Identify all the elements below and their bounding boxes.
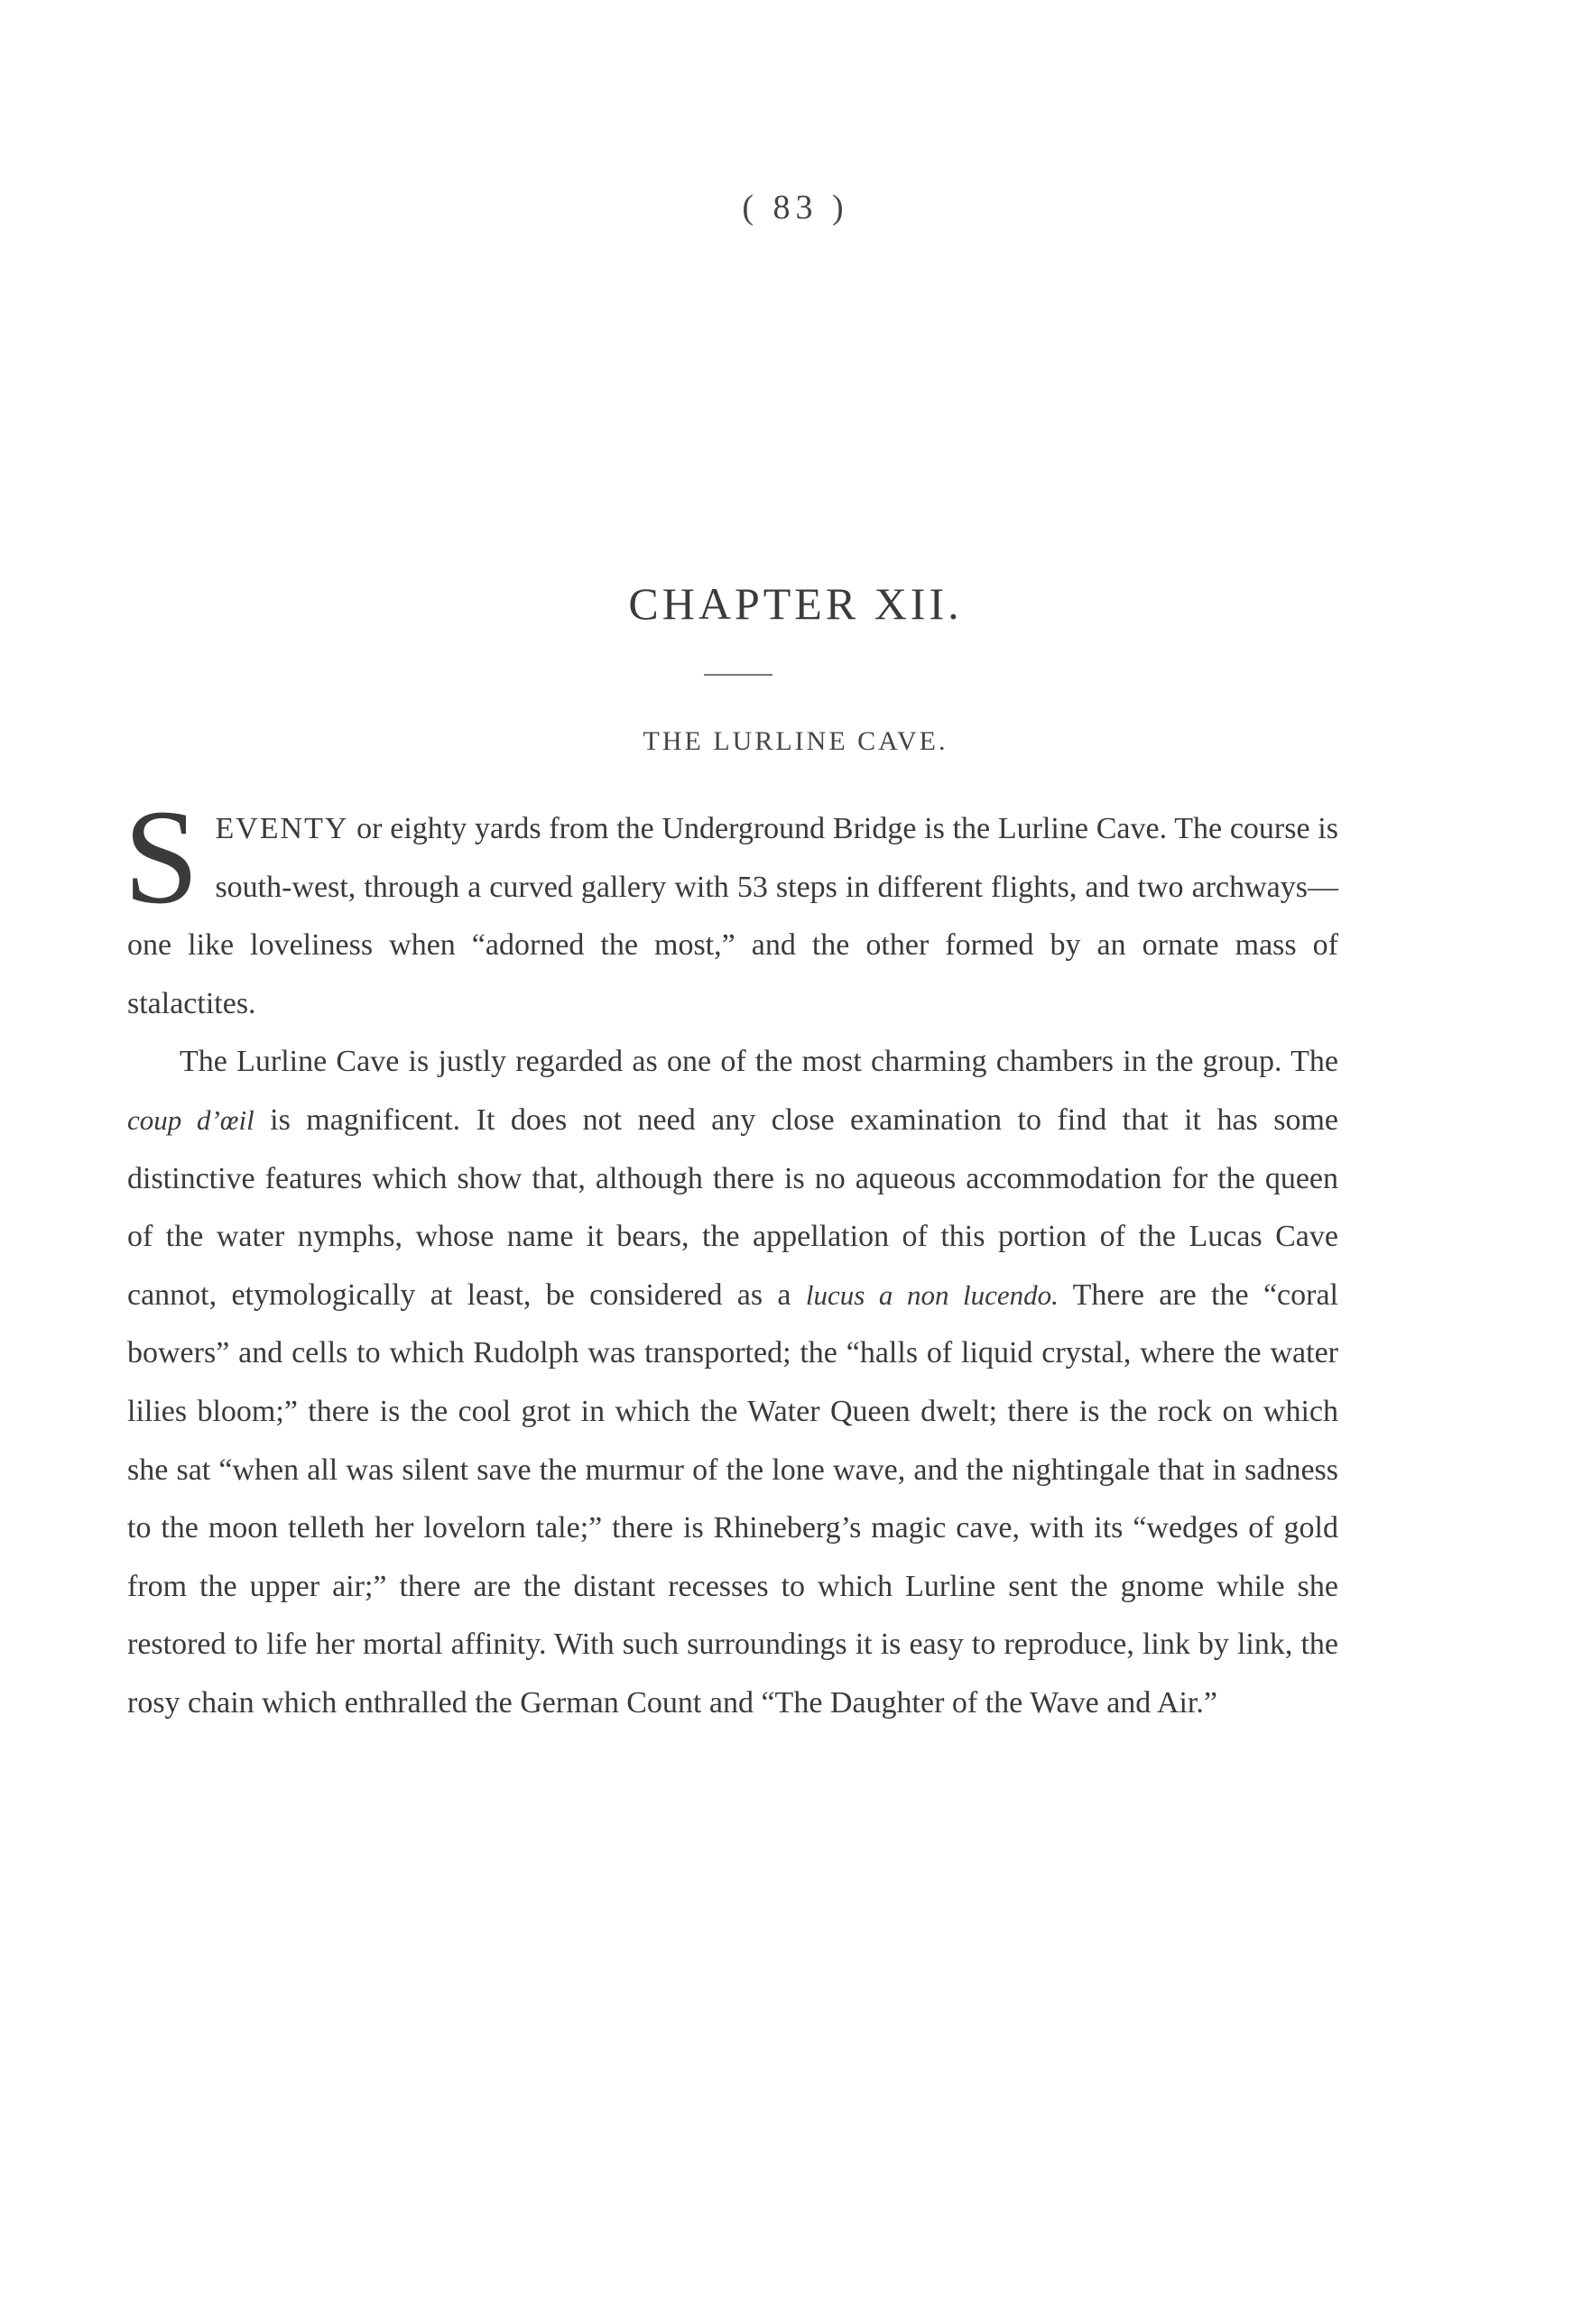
- section-title: THE LURLINE CAVE.: [643, 726, 948, 756]
- paragraph-1-text: or eighty yards from the Underground Bridge is the Lurline Cave. The course is south-west, through a curved gallery with 53 steps in different flights, and two archways—one like loveliness when “adorned the most,” and the other formed by an ornate mass of stalactites.: [127, 812, 1338, 1020]
- paragraph-2-text-3: There are the “coral bowers” and cells to which Rudolph was transported; the “halls of liquid crystal, where the water lilies bloom;” there is the cool grot in which the Water Queen dwelt; there is the rock on which she sat “when all was silent save the murmur of the lone wave, and the nightingale that in sadness to the moon telleth her lovelorn tale;” there is Rhineberg’s magic cave, with its “wedges of gold from the upper air;” there are the distant recesses to which Lurline sent the gnome while she restored to life her mortal affinity. With such surroundings it is easy to reproduce, link by link, the rosy chain which enthralled the German Count and “The Daughter of the Wave and Air.”: [127, 1277, 1338, 1720]
- paragraph-2-text-2: is magnificent. It does not need any close examination to find that it has some distinctive features which show that, although there is no aqueous accommodation for the queen of the water nymphs, whose name it bears, the appellation of this portion of the Lucas Cave cannot, etymologically at least, be considered as a: [127, 1102, 1338, 1312]
- page-number: ( 83 ): [742, 189, 849, 226]
- body-text: [124, 782, 1338, 1733]
- lead-caps: EVENTY: [215, 812, 349, 845]
- chapter-title: CHAPTER XII.: [628, 578, 963, 629]
- paragraph-2: [127, 1033, 1338, 1732]
- italic-phrase-coup-doeil: coup d’œil: [127, 1103, 254, 1136]
- paragraph-1: [124, 782, 1338, 1033]
- chapter-divider: [704, 674, 772, 676]
- drop-cap: S: [124, 782, 199, 932]
- paragraph-2-text-1: The Lurline Cave is justly regarded as one of the most charming chambers in the group. The: [180, 1045, 1338, 1079]
- italic-phrase-lucus: lucus a non lucendo.: [805, 1278, 1059, 1311]
